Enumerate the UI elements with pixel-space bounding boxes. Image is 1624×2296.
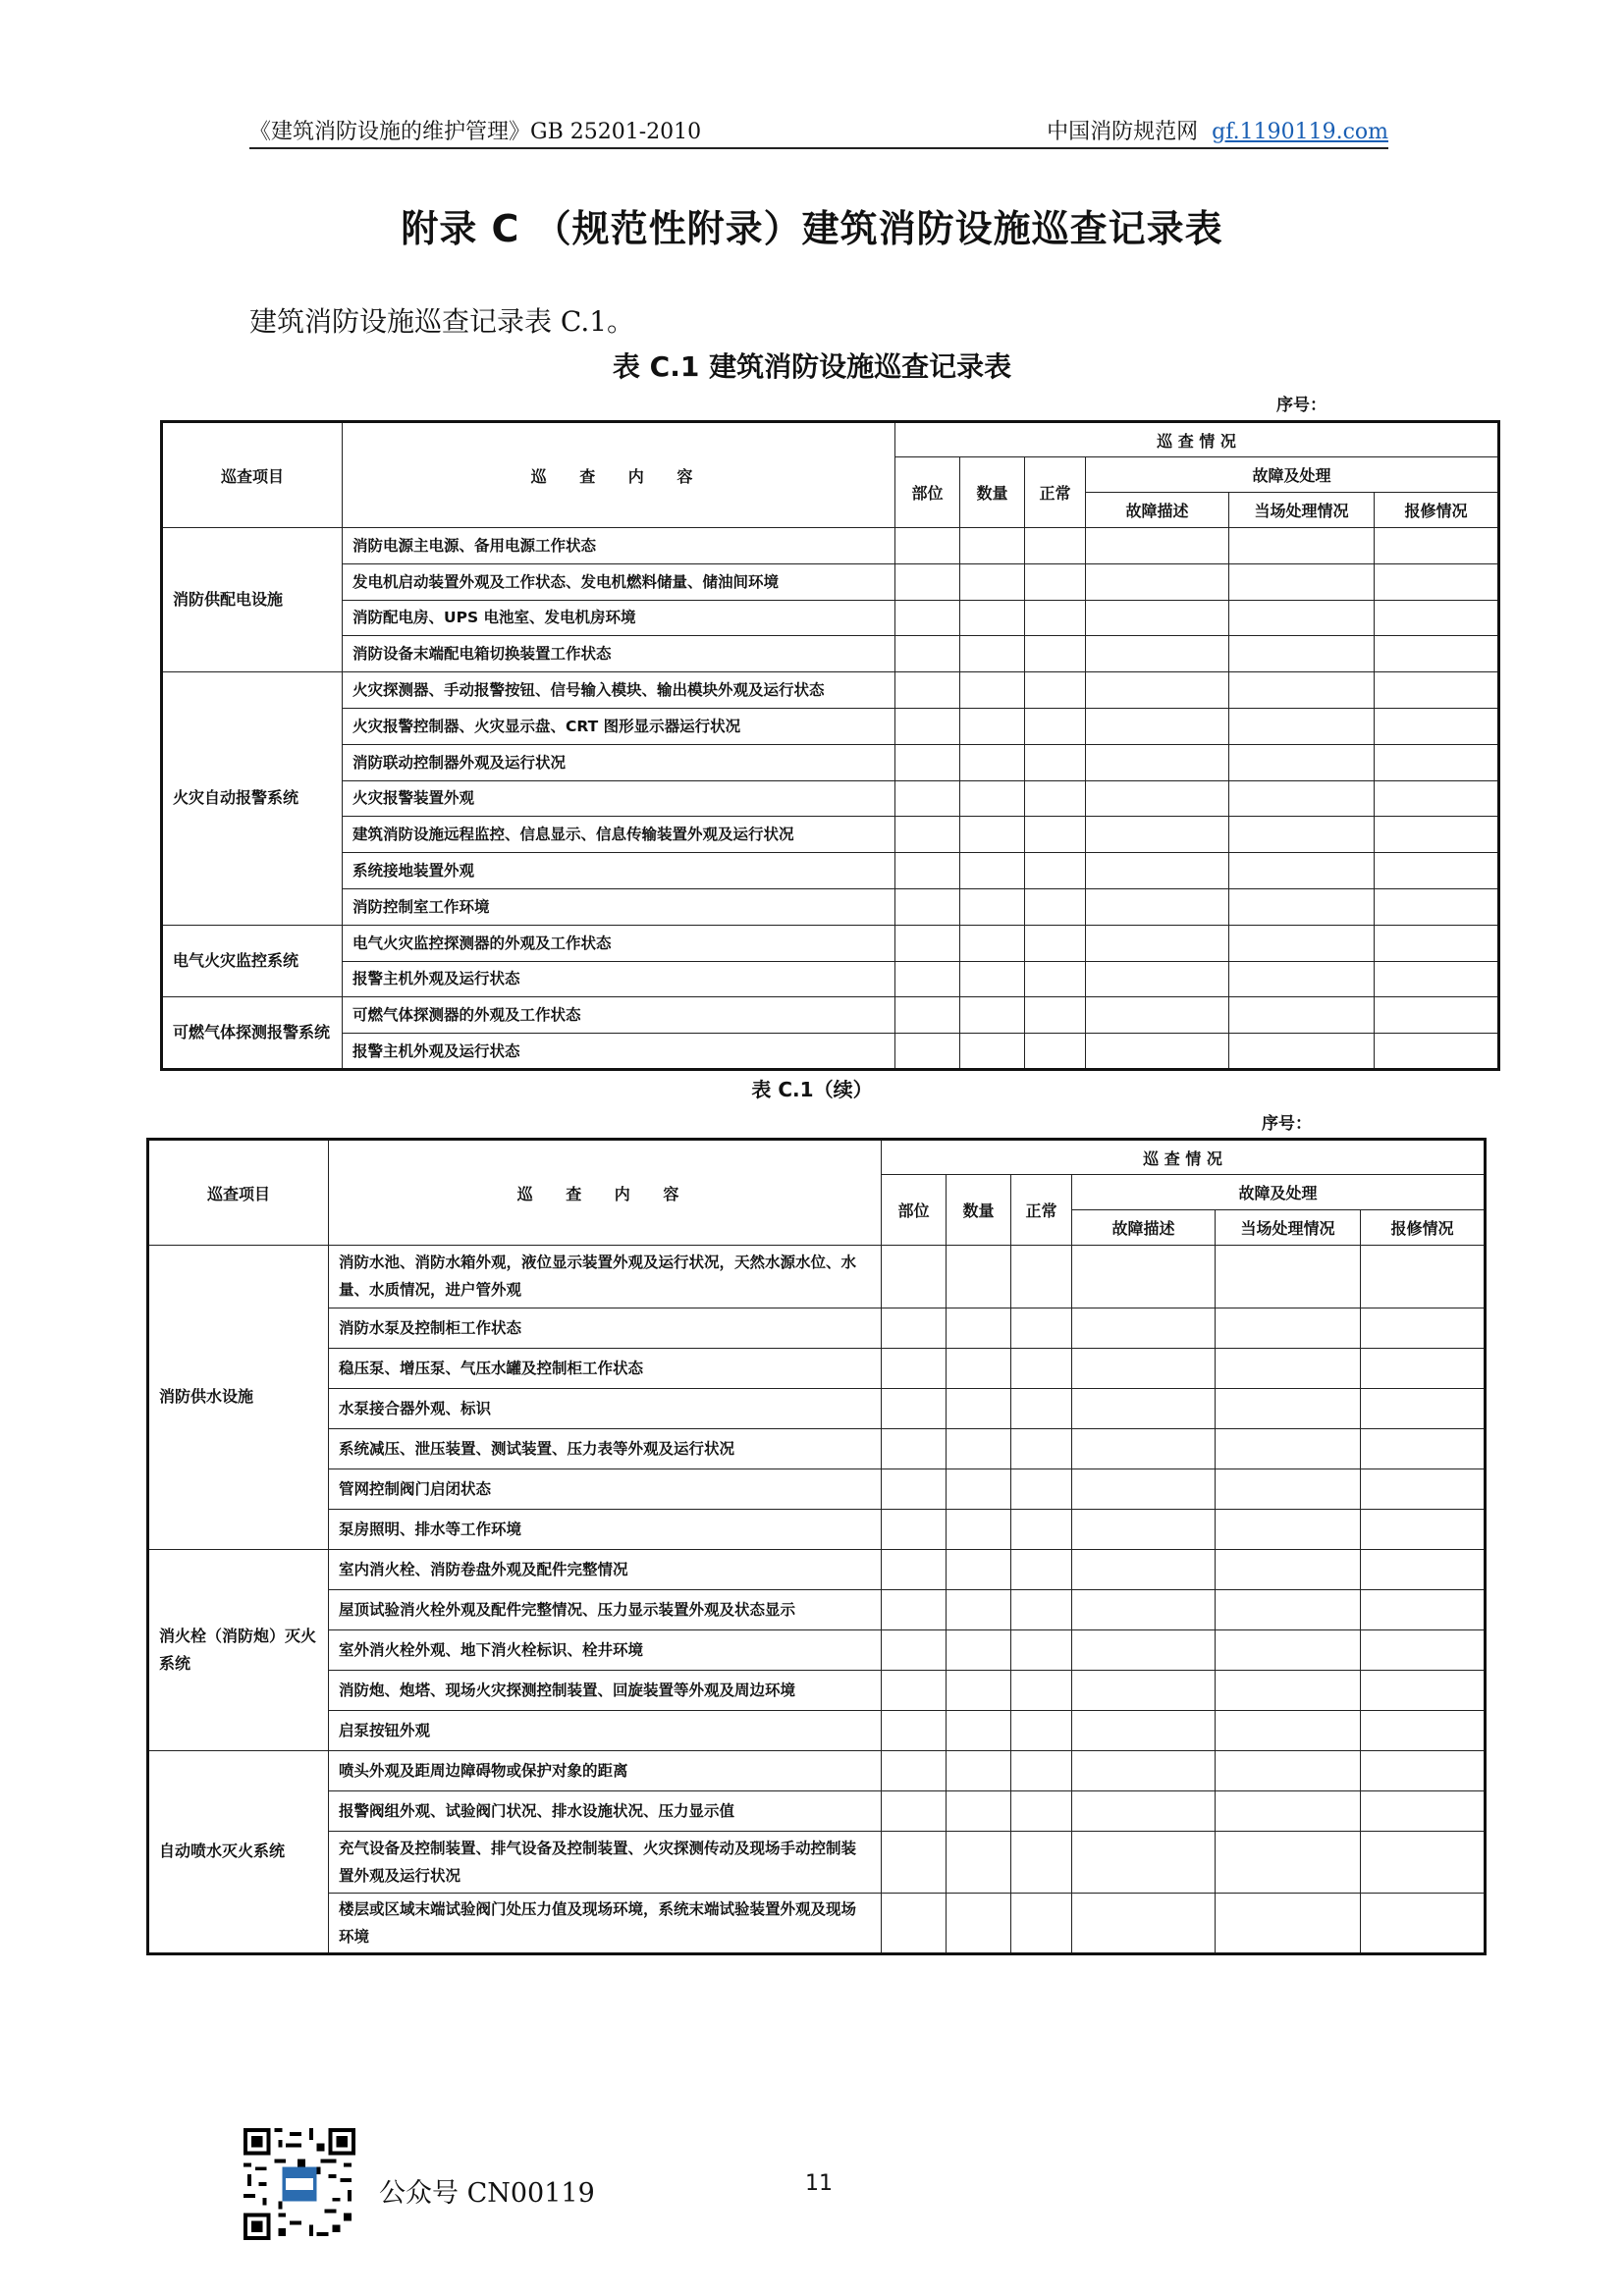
inspection-content: 消防水池、消防水箱外观，液位显示装置外观及运行状况，天然水源水位、水量、水质情况，进户管外观	[329, 1246, 882, 1308]
cell-normal[interactable]	[1025, 961, 1086, 997]
table-row	[148, 1388, 1486, 1428]
cell-repair[interactable]	[1361, 1428, 1486, 1468]
table-row	[162, 853, 1499, 889]
cell-quantity[interactable]	[960, 961, 1025, 997]
cell-normal[interactable]	[1011, 1246, 1072, 1308]
cell-repair[interactable]	[1361, 1468, 1486, 1509]
cell-normal[interactable]	[1011, 1790, 1072, 1831]
table-row	[162, 600, 1499, 636]
cell-quantity[interactable]	[960, 853, 1025, 889]
inspection-category: 消火栓（消防炮）灭火系统	[148, 1549, 329, 1750]
cell-fault-desc[interactable]	[1086, 925, 1229, 961]
cell-quantity[interactable]	[960, 744, 1025, 780]
cell-normal[interactable]	[1025, 1034, 1086, 1070]
inspection-category: 可燃气体探测报警系统	[162, 997, 343, 1070]
cell-onsite[interactable]	[1229, 997, 1375, 1034]
col-fault-group-header: 故障及处理	[1072, 1175, 1486, 1210]
cell-onsite[interactable]	[1216, 1468, 1361, 1509]
cell-quantity[interactable]	[960, 563, 1025, 600]
header-site-link[interactable]: gf.1190119.com	[1212, 120, 1388, 144]
col-quantity-header: 数量	[947, 1175, 1011, 1246]
cell-quantity[interactable]	[960, 600, 1025, 636]
cell-fault-desc[interactable]	[1072, 1348, 1216, 1388]
cell-repair[interactable]	[1375, 744, 1499, 780]
page-header	[249, 116, 1388, 149]
cell-normal[interactable]	[1025, 817, 1086, 853]
cell-fault-desc[interactable]	[1086, 636, 1229, 672]
cell-onsite[interactable]	[1229, 744, 1375, 780]
cell-quantity[interactable]	[960, 672, 1025, 709]
cell-location[interactable]	[882, 1246, 947, 1308]
col-fault-group-header: 故障及处理	[1086, 457, 1499, 493]
cell-fault-desc[interactable]	[1086, 997, 1229, 1034]
inspection-content: 报警阀组外观、试验阀门状况、排水设施状况、压力显示值	[329, 1790, 882, 1831]
col-onsite-header: 当场处理情况	[1216, 1210, 1361, 1246]
cell-fault-desc[interactable]	[1072, 1509, 1216, 1549]
cell-quantity[interactable]	[960, 636, 1025, 672]
col-normal-header: 正常	[1025, 457, 1086, 528]
cell-normal[interactable]	[1025, 708, 1086, 744]
cell-normal[interactable]	[1011, 1348, 1072, 1388]
inspection-category: 电气火灾监控系统	[162, 925, 343, 997]
cell-onsite[interactable]	[1229, 817, 1375, 853]
cell-location[interactable]	[895, 636, 960, 672]
cell-onsite[interactable]	[1229, 636, 1375, 672]
cell-quantity[interactable]	[947, 1710, 1011, 1750]
inspection-content: 室内消火栓、消防卷盘外观及配件完整情况	[329, 1549, 882, 1589]
cell-onsite[interactable]	[1229, 853, 1375, 889]
cell-fault-desc[interactable]	[1086, 563, 1229, 600]
wechat-account-label: 公众号 CN00119	[379, 2178, 595, 2209]
wechat-qr-code	[244, 2128, 355, 2240]
cell-normal[interactable]	[1025, 888, 1086, 925]
cell-onsite[interactable]	[1229, 888, 1375, 925]
cell-normal[interactable]	[1025, 636, 1086, 672]
table-row	[148, 1750, 1486, 1790]
col-status-header: 巡 查 情 况	[882, 1140, 1486, 1175]
inspection-content: 屋顶试验消火栓外观及配件完整情况、压力显示装置外观及状态显示	[329, 1589, 882, 1629]
cell-repair[interactable]	[1375, 563, 1499, 600]
inspection-content: 水泵接合器外观、标识	[329, 1388, 882, 1428]
cell-fault-desc[interactable]	[1072, 1670, 1216, 1710]
cell-normal[interactable]	[1025, 563, 1086, 600]
cell-onsite[interactable]	[1216, 1629, 1361, 1670]
cell-quantity[interactable]	[947, 1468, 1011, 1509]
cell-quantity[interactable]	[947, 1509, 1011, 1549]
page-number: 11	[805, 2171, 833, 2196]
inspection-table-2	[146, 1138, 1487, 1955]
cell-location[interactable]	[882, 1468, 947, 1509]
cell-quantity[interactable]	[947, 1831, 1011, 1894]
table-row	[148, 1246, 1486, 1308]
inspection-category: 自动喷水灭火系统	[148, 1750, 329, 1954]
cell-quantity[interactable]	[947, 1894, 1011, 1954]
col-item-header: 巡查项目	[148, 1140, 329, 1246]
col-location-header: 部位	[895, 457, 960, 528]
col-status-header: 巡 查 情 况	[895, 422, 1499, 457]
cell-normal[interactable]	[1011, 1589, 1072, 1629]
table-row	[148, 1509, 1486, 1549]
cell-quantity[interactable]	[947, 1750, 1011, 1790]
table-row	[148, 1670, 1486, 1710]
table-row	[148, 1894, 1486, 1954]
table2-caption: 表 C.1（续）	[751, 1078, 873, 1101]
header-site	[1047, 115, 1388, 145]
cell-onsite[interactable]	[1216, 1710, 1361, 1750]
table-row	[162, 672, 1499, 709]
inspection-content: 电气火灾监控探测器的外观及工作状态	[343, 925, 895, 961]
table2-seq-label: 序号：	[1262, 1114, 1312, 1134]
cell-location[interactable]	[882, 1710, 947, 1750]
inspection-content: 火灾探测器、手动报警按钮、信号输入模块、输出模块外观及运行状态	[343, 672, 895, 709]
cell-fault-desc[interactable]	[1072, 1549, 1216, 1589]
table-row	[148, 1549, 1486, 1589]
cell-onsite[interactable]	[1216, 1894, 1361, 1954]
cell-location[interactable]	[882, 1388, 947, 1428]
cell-onsite[interactable]	[1216, 1549, 1361, 1589]
cell-fault-desc[interactable]	[1086, 528, 1229, 564]
cell-fault-desc[interactable]	[1072, 1589, 1216, 1629]
cell-repair[interactable]	[1361, 1831, 1486, 1894]
cell-repair[interactable]	[1361, 1509, 1486, 1549]
cell-location[interactable]	[895, 672, 960, 709]
cell-fault-desc[interactable]	[1086, 780, 1229, 817]
cell-repair[interactable]	[1375, 600, 1499, 636]
cell-quantity[interactable]	[947, 1549, 1011, 1589]
cell-repair[interactable]	[1375, 780, 1499, 817]
cell-fault-desc[interactable]	[1086, 708, 1229, 744]
cell-repair[interactable]	[1375, 528, 1499, 564]
cell-normal[interactable]	[1025, 600, 1086, 636]
intro-text: 建筑消防设施巡查记录表 C.1。	[249, 305, 635, 338]
inspection-content: 消防联动控制器外观及运行状况	[343, 744, 895, 780]
inspection-content: 消防电源主电源、备用电源工作状态	[343, 528, 895, 564]
table-row	[162, 708, 1499, 744]
table-row	[162, 817, 1499, 853]
table-row	[148, 1428, 1486, 1468]
cell-location[interactable]	[895, 744, 960, 780]
cell-normal[interactable]	[1011, 1509, 1072, 1549]
inspection-table-1	[160, 420, 1500, 1071]
cell-quantity[interactable]	[960, 528, 1025, 564]
cell-normal[interactable]	[1025, 853, 1086, 889]
inspection-content: 火灾报警装置外观	[343, 780, 895, 817]
cell-quantity[interactable]	[947, 1388, 1011, 1428]
inspection-content: 系统减压、泄压装置、测试装置、压力表等外观及运行状况	[329, 1428, 882, 1468]
table-row	[148, 1710, 1486, 1750]
table1-body	[162, 528, 1499, 1070]
col-content-header: 巡 查 内 容	[343, 422, 895, 528]
cell-location[interactable]	[895, 1034, 960, 1070]
cell-quantity[interactable]	[960, 925, 1025, 961]
cell-fault-desc[interactable]	[1072, 1388, 1216, 1428]
table-row	[162, 528, 1499, 564]
cell-location[interactable]	[882, 1629, 947, 1670]
cell-repair[interactable]	[1361, 1750, 1486, 1790]
cell-quantity[interactable]	[947, 1790, 1011, 1831]
cell-normal[interactable]	[1011, 1308, 1072, 1348]
table-row	[162, 744, 1499, 780]
cell-location[interactable]	[895, 600, 960, 636]
cell-normal[interactable]	[1011, 1468, 1072, 1509]
cell-repair[interactable]	[1375, 853, 1499, 889]
cell-onsite[interactable]	[1216, 1589, 1361, 1629]
table-row	[162, 888, 1499, 925]
cell-quantity[interactable]	[947, 1428, 1011, 1468]
header-standard-title: 《建筑消防设施的维护管理》GB 25201-2010	[249, 120, 702, 144]
cell-repair[interactable]	[1361, 1388, 1486, 1428]
inspection-category: 火灾自动报警系统	[162, 672, 343, 926]
cell-normal[interactable]	[1025, 528, 1086, 564]
cell-onsite[interactable]	[1229, 600, 1375, 636]
inspection-content: 消防炮、炮塔、现场火灾探测控制装置、回旋装置等外观及周边环境	[329, 1670, 882, 1710]
table-row	[162, 961, 1499, 997]
cell-repair[interactable]	[1361, 1246, 1486, 1308]
cell-fault-desc[interactable]	[1086, 853, 1229, 889]
cell-onsite[interactable]	[1229, 961, 1375, 997]
inspection-category: 消防供水设施	[148, 1246, 329, 1550]
cell-normal[interactable]	[1025, 780, 1086, 817]
cell-quantity[interactable]	[960, 1034, 1025, 1070]
cell-fault-desc[interactable]	[1072, 1790, 1216, 1831]
col-fault-desc-header: 故障描述	[1086, 493, 1229, 528]
cell-location[interactable]	[882, 1308, 947, 1348]
cell-onsite[interactable]	[1216, 1509, 1361, 1549]
cell-onsite[interactable]	[1216, 1246, 1361, 1308]
table-row	[148, 1589, 1486, 1629]
inspection-content: 管网控制阀门启闭状态	[329, 1468, 882, 1509]
cell-normal[interactable]	[1011, 1894, 1072, 1954]
cell-fault-desc[interactable]	[1072, 1308, 1216, 1348]
col-normal-header: 正常	[1011, 1175, 1072, 1246]
inspection-content: 可燃气体探测器的外观及工作状态	[343, 997, 895, 1034]
cell-location[interactable]	[882, 1348, 947, 1388]
cell-onsite[interactable]	[1216, 1831, 1361, 1894]
table-row	[148, 1831, 1486, 1894]
inspection-content: 消防水泵及控制柜工作状态	[329, 1308, 882, 1348]
cell-repair[interactable]	[1361, 1790, 1486, 1831]
cell-location[interactable]	[895, 997, 960, 1034]
inspection-content: 楼层或区域末端试验阀门处压力值及现场环境，系统末端试验装置外观及现场环境	[329, 1894, 882, 1954]
cell-location[interactable]	[882, 1589, 947, 1629]
cell-normal[interactable]	[1011, 1428, 1072, 1468]
table-row	[162, 780, 1499, 817]
cell-quantity[interactable]	[947, 1629, 1011, 1670]
cell-fault-desc[interactable]	[1086, 672, 1229, 709]
cell-quantity[interactable]	[947, 1670, 1011, 1710]
cell-quantity[interactable]	[960, 888, 1025, 925]
cell-fault-desc[interactable]	[1072, 1428, 1216, 1468]
cell-repair[interactable]	[1375, 1034, 1499, 1070]
table1-caption: 表 C.1 建筑消防设施巡查记录表	[612, 350, 1012, 383]
table-row	[148, 1468, 1486, 1509]
cell-repair[interactable]	[1361, 1589, 1486, 1629]
cell-repair[interactable]	[1375, 636, 1499, 672]
cell-repair[interactable]	[1375, 672, 1499, 709]
cell-normal[interactable]	[1011, 1710, 1072, 1750]
cell-repair[interactable]	[1375, 817, 1499, 853]
cell-location[interactable]	[882, 1549, 947, 1589]
cell-quantity[interactable]	[960, 708, 1025, 744]
cell-repair[interactable]	[1375, 961, 1499, 997]
header-site-name: 中国消防规范网	[1047, 120, 1199, 144]
cell-normal[interactable]	[1025, 925, 1086, 961]
table-row	[162, 997, 1499, 1034]
col-location-header: 部位	[882, 1175, 947, 1246]
table-row	[148, 1348, 1486, 1388]
col-quantity-header: 数量	[960, 457, 1025, 528]
cell-normal[interactable]	[1011, 1388, 1072, 1428]
inspection-content: 稳压泵、增压泵、气压水罐及控制柜工作状态	[329, 1348, 882, 1388]
cell-location[interactable]	[895, 708, 960, 744]
cell-quantity[interactable]	[947, 1589, 1011, 1629]
cell-repair[interactable]	[1361, 1629, 1486, 1670]
inspection-content: 喷头外观及距周边障碍物或保护对象的距离	[329, 1750, 882, 1790]
cell-onsite[interactable]	[1216, 1428, 1361, 1468]
cell-onsite[interactable]	[1229, 672, 1375, 709]
cell-fault-desc[interactable]	[1072, 1468, 1216, 1509]
cell-onsite[interactable]	[1216, 1750, 1361, 1790]
table2-body	[148, 1246, 1486, 1954]
inspection-content: 消防配电房、UPS 电池室、发电机房环境	[343, 600, 895, 636]
cell-fault-desc[interactable]	[1072, 1629, 1216, 1670]
col-repair-header: 报修情况	[1375, 493, 1499, 528]
cell-onsite[interactable]	[1229, 708, 1375, 744]
cell-repair[interactable]	[1361, 1549, 1486, 1589]
cell-location[interactable]	[895, 780, 960, 817]
cell-quantity[interactable]	[960, 780, 1025, 817]
cell-fault-desc[interactable]	[1086, 1034, 1229, 1070]
cell-normal[interactable]	[1011, 1831, 1072, 1894]
cell-location[interactable]	[895, 925, 960, 961]
cell-location[interactable]	[882, 1750, 947, 1790]
cell-onsite[interactable]	[1216, 1348, 1361, 1388]
cell-location[interactable]	[895, 817, 960, 853]
inspection-content: 火灾报警控制器、火灾显示盘、CRT 图形显示器运行状况	[343, 708, 895, 744]
cell-fault-desc[interactable]	[1072, 1894, 1216, 1954]
cell-onsite[interactable]	[1216, 1388, 1361, 1428]
cell-fault-desc[interactable]	[1086, 600, 1229, 636]
cell-location[interactable]	[882, 1509, 947, 1549]
table-row	[162, 636, 1499, 672]
cell-onsite[interactable]	[1216, 1308, 1361, 1348]
inspection-content: 室外消火栓外观、地下消火栓标识、栓井环境	[329, 1629, 882, 1670]
cell-location[interactable]	[882, 1670, 947, 1710]
cell-onsite[interactable]	[1229, 528, 1375, 564]
cell-repair[interactable]	[1361, 1710, 1486, 1750]
cell-normal[interactable]	[1025, 997, 1086, 1034]
cell-fault-desc[interactable]	[1072, 1831, 1216, 1894]
cell-fault-desc[interactable]	[1086, 817, 1229, 853]
cell-normal[interactable]	[1011, 1549, 1072, 1589]
table-row	[162, 925, 1499, 961]
cell-normal[interactable]	[1025, 744, 1086, 780]
col-content-header: 巡 查 内 容	[329, 1140, 882, 1246]
inspection-content: 消防控制室工作环境	[343, 888, 895, 925]
inspection-content: 系统接地装置外观	[343, 853, 895, 889]
inspection-category: 消防供配电设施	[162, 528, 343, 672]
inspection-content: 报警主机外观及运行状态	[343, 1034, 895, 1070]
cell-fault-desc[interactable]	[1086, 744, 1229, 780]
col-item-header: 巡查项目	[162, 422, 343, 528]
cell-location[interactable]	[882, 1831, 947, 1894]
col-onsite-header: 当场处理情况	[1229, 493, 1375, 528]
cell-fault-desc[interactable]	[1086, 888, 1229, 925]
inspection-content: 发电机启动装置外观及工作状态、发电机燃料储量、储油间环境	[343, 563, 895, 600]
cell-onsite[interactable]	[1216, 1790, 1361, 1831]
inspection-content: 充气设备及控制装置、排气设备及控制装置、火灾探测传动及现场手动控制装置外观及运行状况	[329, 1831, 882, 1894]
cell-fault-desc[interactable]	[1086, 961, 1229, 997]
cell-onsite[interactable]	[1216, 1670, 1361, 1710]
inspection-content: 报警主机外观及运行状态	[343, 961, 895, 997]
inspection-content: 建筑消防设施远程监控、信息显示、信息传输装置外观及运行状况	[343, 817, 895, 853]
cell-location[interactable]	[882, 1790, 947, 1831]
cell-repair[interactable]	[1361, 1348, 1486, 1388]
table-row	[148, 1790, 1486, 1831]
cell-location[interactable]	[895, 563, 960, 600]
cell-normal[interactable]	[1025, 672, 1086, 709]
cell-onsite[interactable]	[1229, 563, 1375, 600]
cell-onsite[interactable]	[1229, 925, 1375, 961]
cell-quantity[interactable]	[947, 1308, 1011, 1348]
cell-repair[interactable]	[1361, 1670, 1486, 1710]
page-title: 附录 C （规范性附录）建筑消防设施巡查记录表	[401, 207, 1223, 250]
table1-seq-label: 序号：	[1276, 396, 1326, 415]
cell-normal[interactable]	[1011, 1750, 1072, 1790]
table-row	[148, 1308, 1486, 1348]
cell-onsite[interactable]	[1229, 1034, 1375, 1070]
table-row	[148, 1629, 1486, 1670]
cell-location[interactable]	[895, 528, 960, 564]
table-row	[162, 563, 1499, 600]
cell-repair[interactable]	[1361, 1308, 1486, 1348]
cell-repair[interactable]	[1361, 1894, 1486, 1954]
cell-quantity[interactable]	[947, 1246, 1011, 1308]
cell-fault-desc[interactable]	[1072, 1710, 1216, 1750]
col-fault-desc-header: 故障描述	[1072, 1210, 1216, 1246]
cell-quantity[interactable]	[960, 997, 1025, 1034]
inspection-content: 消防设备末端配电箱切换装置工作状态	[343, 636, 895, 672]
cell-normal[interactable]	[1011, 1629, 1072, 1670]
cell-onsite[interactable]	[1229, 780, 1375, 817]
cell-normal[interactable]	[1011, 1670, 1072, 1710]
cell-location[interactable]	[895, 888, 960, 925]
table-row	[162, 1034, 1499, 1070]
cell-location[interactable]	[895, 853, 960, 889]
col-repair-header: 报修情况	[1361, 1210, 1486, 1246]
cell-location[interactable]	[882, 1894, 947, 1954]
cell-repair[interactable]	[1375, 925, 1499, 961]
cell-fault-desc[interactable]	[1072, 1750, 1216, 1790]
cell-fault-desc[interactable]	[1072, 1246, 1216, 1308]
cell-repair[interactable]	[1375, 997, 1499, 1034]
cell-location[interactable]	[895, 961, 960, 997]
cell-quantity[interactable]	[947, 1348, 1011, 1388]
cell-quantity[interactable]	[960, 817, 1025, 853]
cell-location[interactable]	[882, 1428, 947, 1468]
cell-repair[interactable]	[1375, 888, 1499, 925]
inspection-content: 泵房照明、排水等工作环境	[329, 1509, 882, 1549]
inspection-content: 启泵按钮外观	[329, 1710, 882, 1750]
cell-repair[interactable]	[1375, 708, 1499, 744]
